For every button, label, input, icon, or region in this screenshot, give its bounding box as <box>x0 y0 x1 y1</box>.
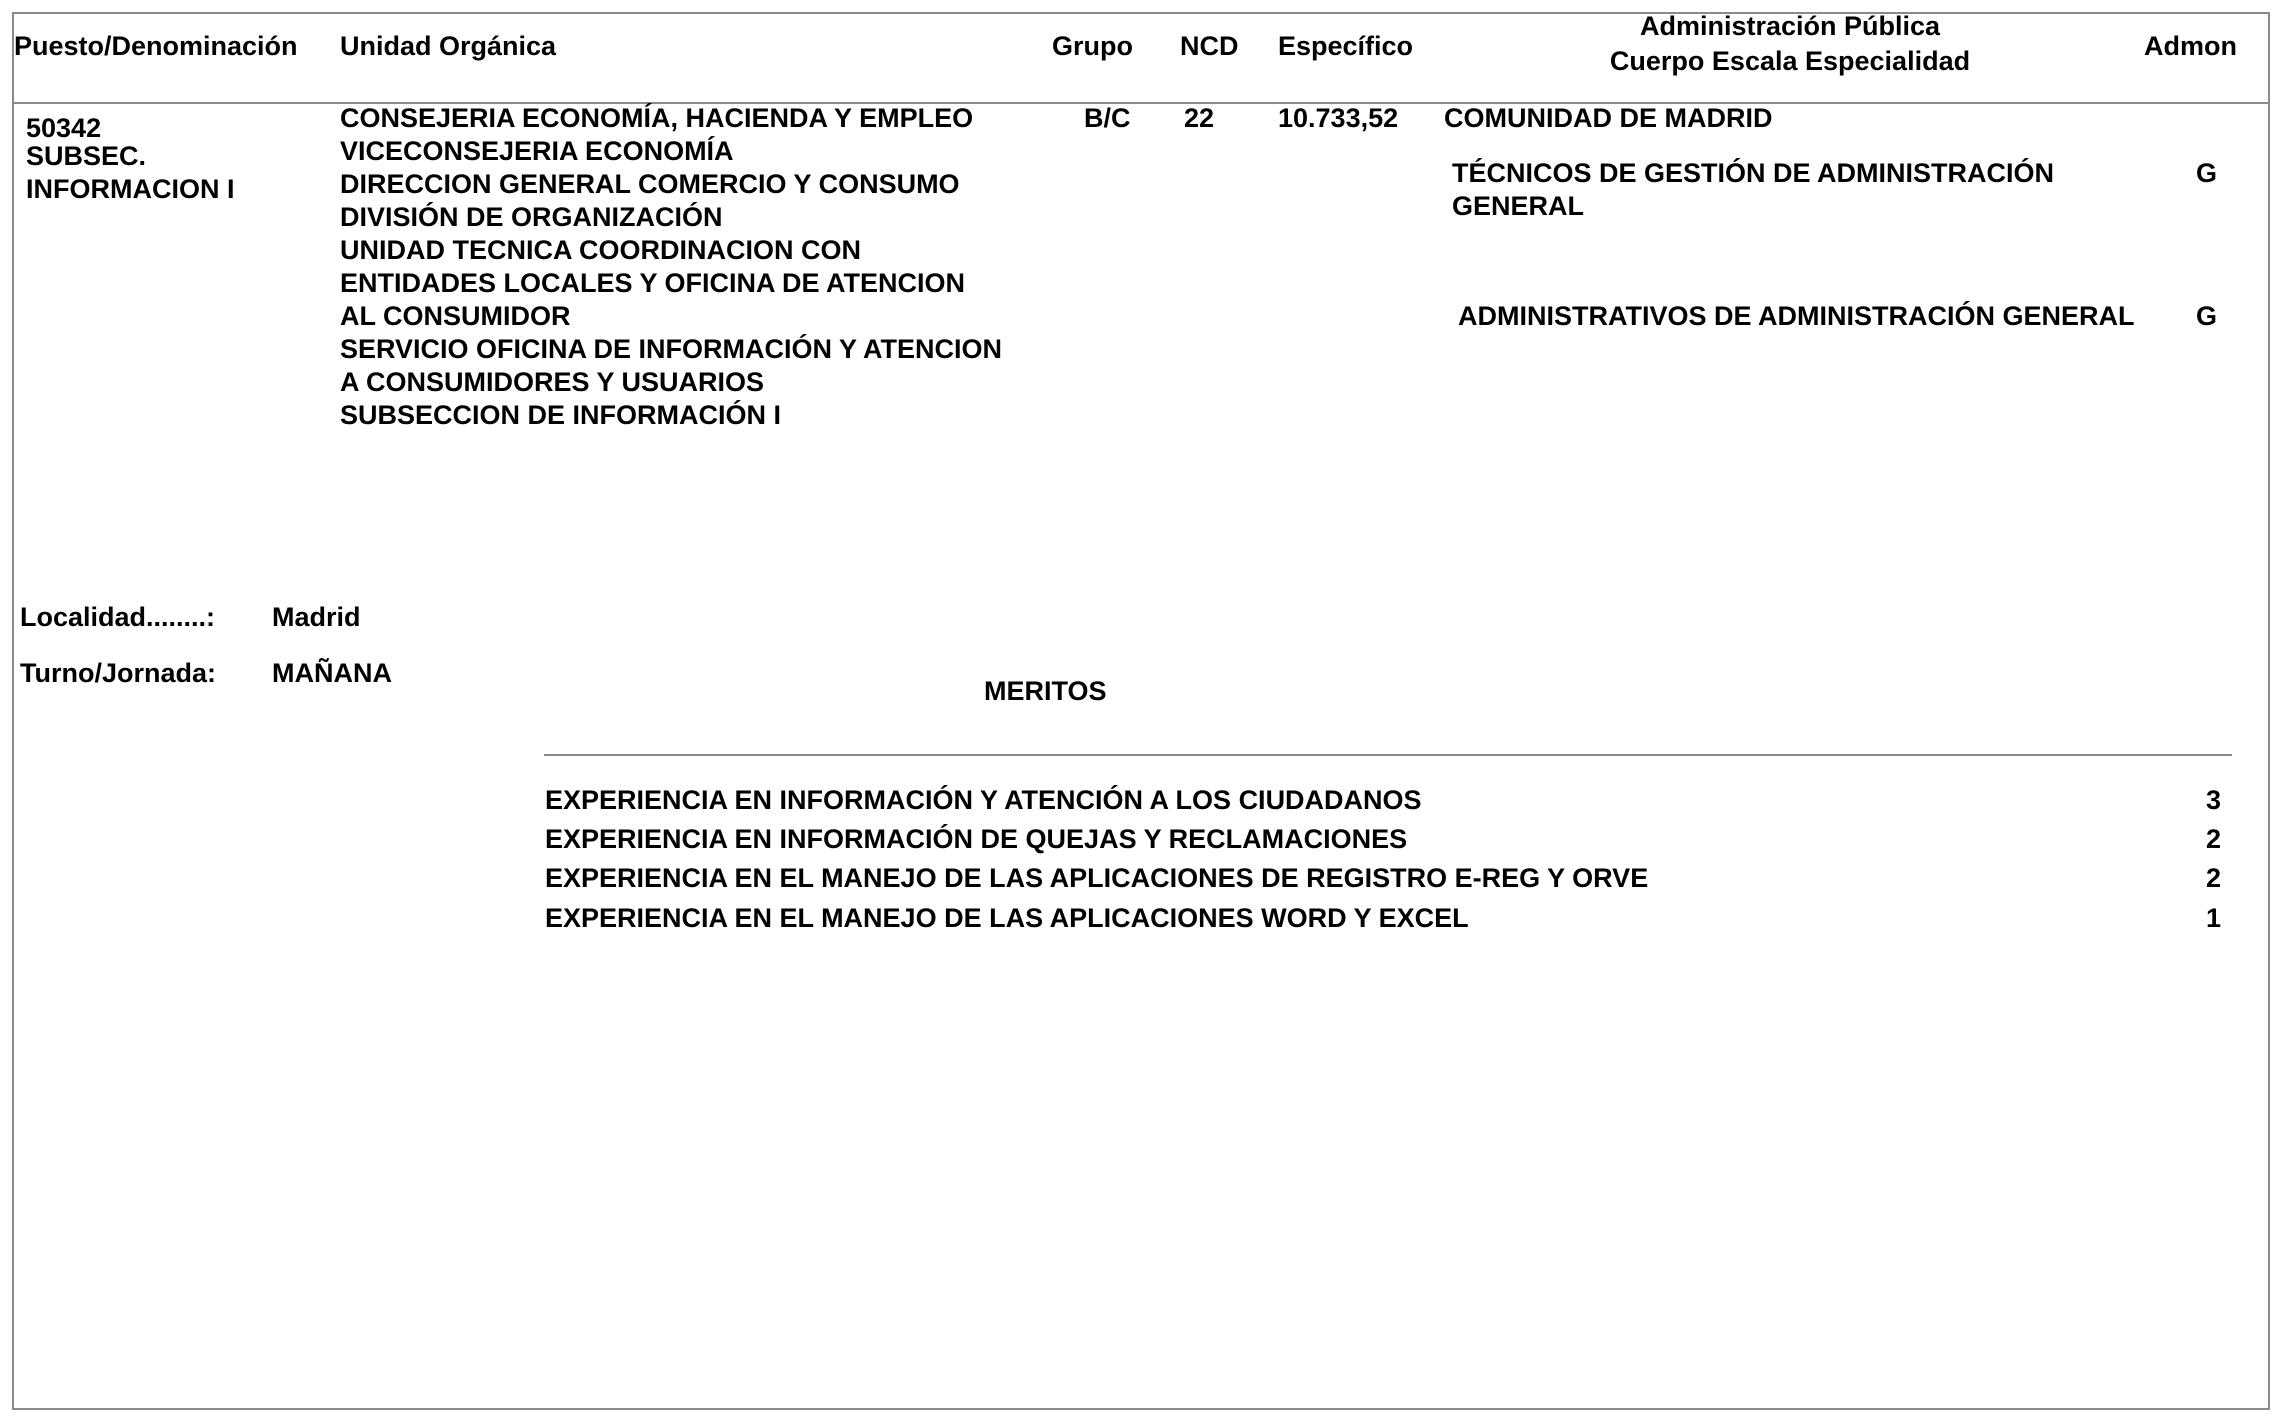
cuerpo-1-admon: G <box>2196 158 2218 188</box>
unidad-organica <box>340 102 1002 432</box>
puesto-ncd: 22 <box>1184 103 1215 133</box>
merito-points: 3 <box>2206 785 2222 815</box>
meritos-divider <box>544 754 2232 756</box>
unidad-line: CONSEJERIA ECONOMÍA, HACIENDA Y EMPLEO <box>340 103 974 133</box>
header-cuerpo-escala: Cuerpo Escala Especialidad <box>1609 46 1971 76</box>
header-grupo: Grupo <box>1052 31 1133 61</box>
unidad-line: A CONSUMIDORES Y USUARIOS <box>340 367 765 397</box>
header-unidad: Unidad Orgánica <box>340 31 557 61</box>
merito-text: EXPERIENCIA EN EL MANEJO DE LAS APLICACIONES WORD Y EXCEL <box>545 903 1469 933</box>
puesto-codigo: 50342 <box>26 113 102 143</box>
cuerpo-2-admon: G <box>2196 301 2218 331</box>
cuerpo-line: TÉCNICOS DE GESTIÓN DE ADMINISTRACIÓN <box>1452 158 2055 188</box>
cuerpo-2: ADMINISTRATIVOS DE ADMINISTRACIÓN GENERAL <box>1458 301 2135 331</box>
cuerpo-1 <box>1452 157 2054 223</box>
merito-text: EXPERIENCIA EN EL MANEJO DE LAS APLICACIONES DE REGISTRO E-REG Y ORVE <box>545 863 1649 893</box>
header-ncd: NCD <box>1180 31 1239 61</box>
puesto-denominacion-2: INFORMACION I <box>26 174 235 204</box>
header-admon: Admon <box>2144 31 2237 61</box>
merito-text: EXPERIENCIA EN INFORMACIÓN Y ATENCIÓN A LOS CIUDADANOS <box>545 785 1422 815</box>
unidad-line: SUBSECCION DE INFORMACIÓN I <box>340 400 782 430</box>
unidad-line: UNIDAD TECNICA COORDINACION CON <box>340 235 861 265</box>
merito-points: 2 <box>2206 824 2222 854</box>
puesto-administracion: COMUNIDAD DE MADRID <box>1444 103 1773 133</box>
merito-text: EXPERIENCIA EN INFORMACIÓN DE QUEJAS Y RECLAMACIONES <box>545 824 1408 854</box>
turno-value: MAÑANA <box>272 658 392 688</box>
cuerpo-line: GENERAL <box>1452 191 1585 221</box>
puesto-grupo: B/C <box>1084 103 1131 133</box>
merito-points: 2 <box>2206 863 2222 893</box>
meritos-title: MERITOS <box>984 676 1107 706</box>
header-puesto: Puesto/Denominación <box>14 31 298 61</box>
unidad-line: DIRECCION GENERAL COMERCIO Y CONSUMO <box>340 169 960 199</box>
unidad-line: AL CONSUMIDOR <box>340 301 571 331</box>
puesto-especifico: 10.733,52 <box>1278 103 1399 133</box>
merito-points: 1 <box>2206 903 2222 933</box>
turno-label: Turno/Jornada: <box>20 658 217 688</box>
header-especifico: Específico <box>1278 31 1414 61</box>
puesto-denominacion-1: SUBSEC. <box>26 141 147 171</box>
header-admin-publica: Administración Pública <box>1639 11 1941 41</box>
unidad-line: SERVICIO OFICINA DE INFORMACIÓN Y ATENCION <box>340 334 1003 364</box>
localidad-value: Madrid <box>272 602 361 632</box>
unidad-line: ENTIDADES LOCALES Y OFICINA DE ATENCION <box>340 268 966 298</box>
localidad-label: Localidad........: <box>20 602 216 632</box>
unidad-line: DIVISIÓN DE ORGANIZACIÓN <box>340 202 723 232</box>
unidad-line: VICECONSEJERIA ECONOMÍA <box>340 136 734 166</box>
